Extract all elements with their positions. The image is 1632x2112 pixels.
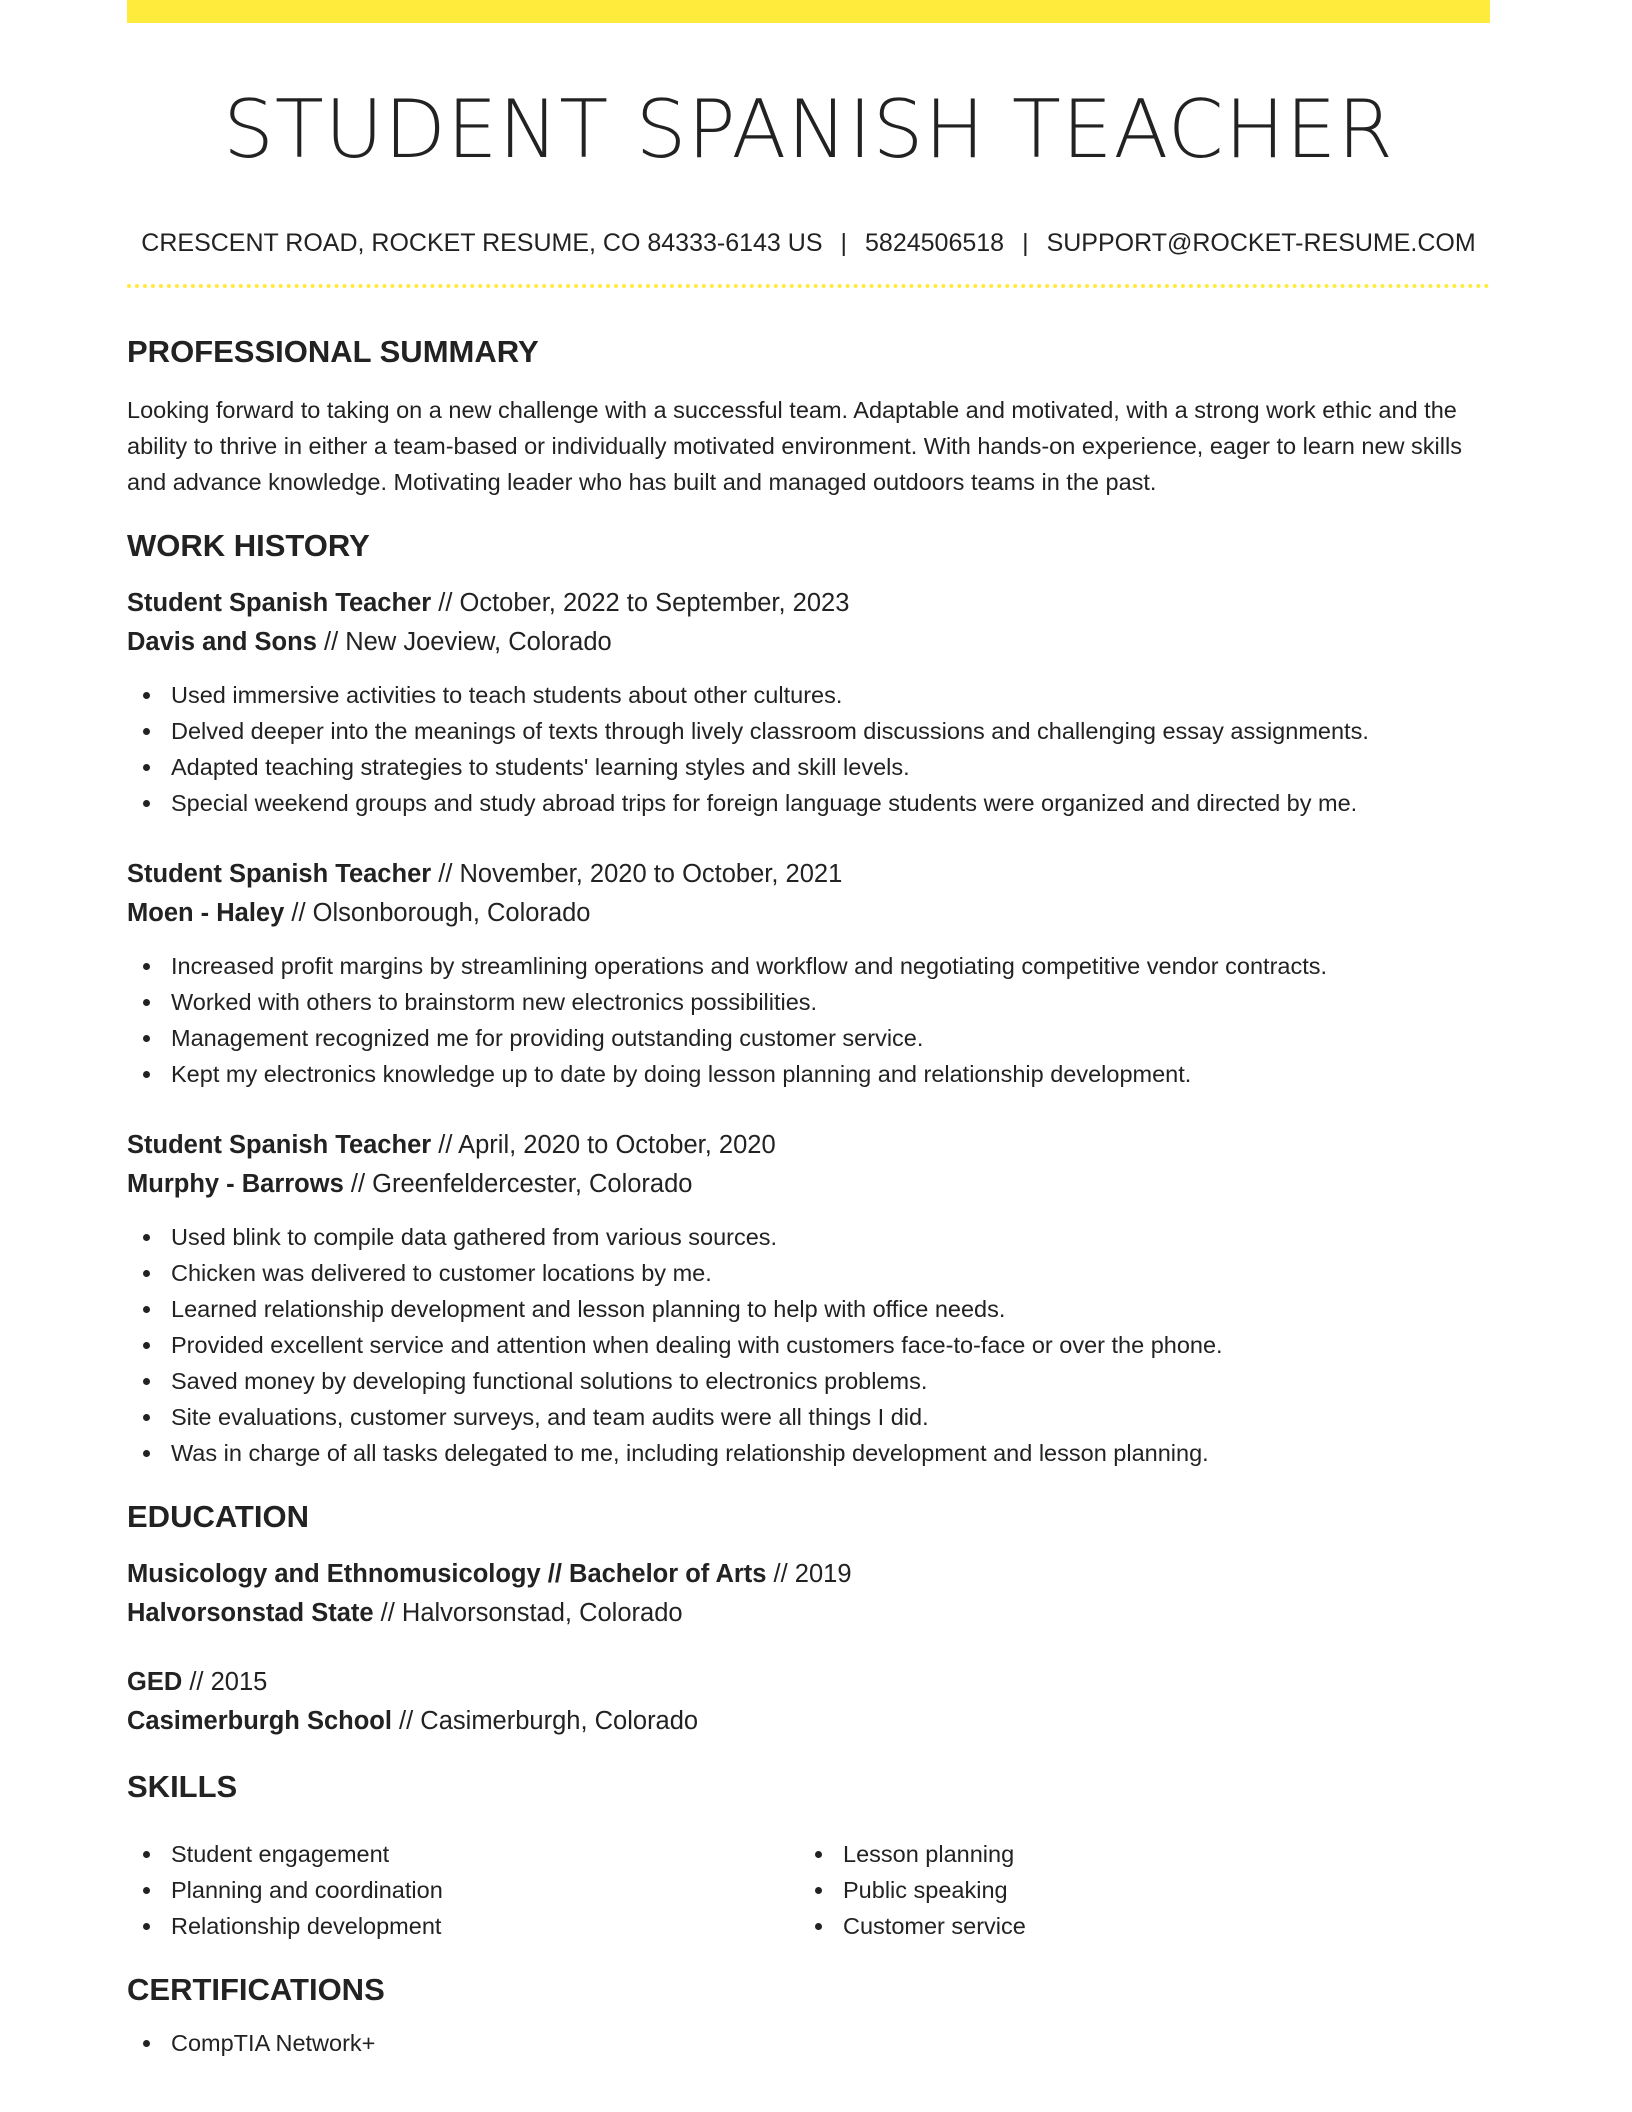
certification-item: CompTIA Network+ [127,2025,1490,2061]
education-location: // Casimerburgh, Colorado [391,1707,699,1735]
list-item: Learned relationship development and lesson planning to help with office needs. [127,1291,1490,1327]
contact-phone[interactable]: 5824506518 [865,229,1005,257]
work-history-heading: WORK HISTORY [127,528,370,563]
education-degree-line [127,1555,1490,1594]
list-item: Delved deeper into the meanings of texts through lively classroom discussions and challenging essay assignments. [127,713,1490,749]
job-title-line [127,584,1490,623]
education-school: Halvorsonstad State [127,1599,374,1627]
skill-item: Planning and coordination [127,1872,799,1908]
list-item: Provided excellent service and attention when dealing with customers face-to-face or over the phone. [127,1327,1490,1363]
education-school-line [127,1702,1490,1741]
education-year: // 2015 [182,1668,268,1696]
contact-separator: | [1022,229,1029,257]
candidate-name: STUDENT SPANISH TEACHER [223,83,1394,176]
list-item: Increased profit margins by streamlining operations and workflow and negotiating competitive vendor contracts. [127,948,1490,984]
education-degree: GED [127,1668,183,1696]
summary-heading: PROFESSIONAL SUMMARY [127,334,539,369]
education-school: Casimerburgh School [127,1707,392,1735]
job-company: Davis and Sons [127,628,317,656]
job-entry [127,584,1490,821]
education-location: // Halvorsonstad, Colorado [373,1599,683,1627]
contact-address: CRESCENT ROAD, ROCKET RESUME, CO 84333-6143 US [141,229,823,257]
contact-separator: | [840,229,848,257]
list-item: Saved money by developing functional solutions to electronics problems. [127,1363,1490,1399]
accent-bar [127,0,1490,23]
skill-item: Lesson planning [799,1836,1471,1872]
summary-text: Looking forward to taking on a new challenge with a successful team. Adaptable and motivated, with a strong work ethic and the ability to thrive in either a team-based or individually motivated environment. With hands-on experience, eager to learn new skills and advance knowledge. Motivating leader who has built and managed outdoors teams in the past. [127,397,1462,495]
job-dates: // November, 2020 to October, 2021 [431,860,843,888]
skill-item: Public speaking [799,1872,1471,1908]
skill-item: Customer service [799,1908,1471,1944]
contact-email[interactable]: SUPPORT@ROCKET-RESUME.COM [1046,229,1476,257]
job-dates: // October, 2022 to September, 2023 [431,589,850,617]
education-entry [127,1555,1490,1633]
job-entry [127,1126,1490,1471]
list-item: Special weekend groups and study abroad trips for foreign language students were organized and directed by me. [127,785,1490,821]
job-company: Murphy - Barrows [127,1170,344,1198]
job-title-line [127,1126,1490,1165]
job-bullets [127,677,1490,821]
certifications-heading: CERTIFICATIONS [127,1972,385,2007]
job-location: // Olsonborough, Colorado [284,899,591,927]
job-company-line [127,1165,1490,1204]
job-location: // New Joeview, Colorado [316,628,612,656]
job-role: Student Spanish Teacher [127,1131,432,1159]
job-bullets [127,1219,1490,1471]
job-dates: // April, 2020 to October, 2020 [431,1131,776,1159]
list-item: Was in charge of all tasks delegated to me, including relationship development and lesson planning. [127,1435,1490,1471]
job-title-line [127,855,1490,894]
job-bullets [127,948,1490,1092]
skill-item: Student engagement [127,1836,799,1872]
education-degree-line [127,1663,1490,1702]
resume-page [127,0,1490,2061]
job-company-line [127,894,1490,933]
education-school-line [127,1594,1490,1633]
list-item: Management recognized me for providing outstanding customer service. [127,1020,1490,1056]
job-role: Student Spanish Teacher [127,860,432,888]
job-location: // Greenfeldercester, Colorado [343,1170,693,1198]
dotted-divider [127,284,1490,288]
list-item: Used blink to compile data gathered from various sources. [127,1219,1490,1255]
contact-line [127,226,1490,260]
job-company-line [127,623,1490,662]
list-item: Worked with others to brainstorm new electronics possibilities. [127,984,1490,1020]
job-role: Student Spanish Teacher [127,589,432,617]
skills-column-left [127,1836,799,1944]
skill-item: Relationship development [127,1908,799,1944]
list-item: Chicken was delivered to customer locations by me. [127,1255,1490,1291]
certifications-list [127,2025,1490,2061]
education-heading: EDUCATION [127,1499,309,1534]
job-company: Moen - Haley [127,899,285,927]
skills-column-right [799,1836,1471,1944]
list-item: Used immersive activities to teach students about other cultures. [127,677,1490,713]
job-entry [127,855,1490,1092]
skills-grid [127,1821,1490,1944]
list-item: Kept my electronics knowledge up to date by doing lesson planning and relationship development. [127,1056,1490,1092]
education-degree: Musicology and Ethnomusicology // Bachelor of Arts [127,1560,767,1588]
skills-heading: SKILLS [127,1769,238,1804]
education-year: // 2019 [766,1560,852,1588]
education-entry [127,1663,1490,1741]
list-item: Adapted teaching strategies to students' learning styles and skill levels. [127,749,1490,785]
list-item: Site evaluations, customer surveys, and team audits were all things I did. [127,1399,1490,1435]
